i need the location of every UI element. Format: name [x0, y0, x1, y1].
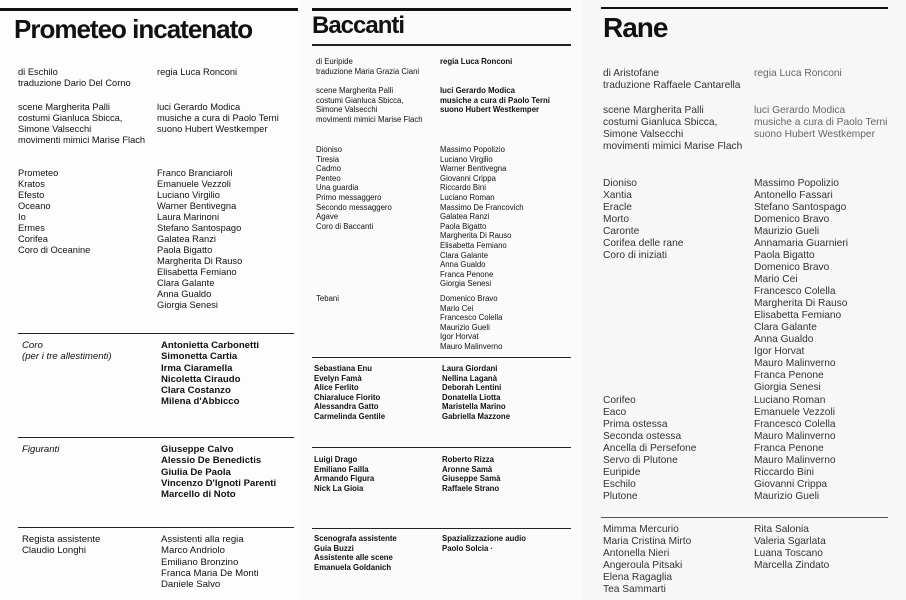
text-line: Ermes — [18, 223, 45, 233]
text-line: Caronte — [603, 226, 640, 237]
text-line: Elisabetta Femiano — [754, 310, 842, 321]
text-line: Stefano Santospago — [157, 223, 242, 233]
text-line: Plutone — [603, 491, 638, 502]
text-line: Warner Bentivegna — [157, 201, 237, 211]
text-line: Franca Penone — [754, 370, 824, 381]
coro-names — [161, 340, 259, 408]
prometeo-column — [0, 0, 298, 600]
text-line: Donatella Liotta — [442, 392, 501, 402]
title-rule — [0, 8, 298, 11]
text-line: Margherita Di Rauso — [157, 256, 243, 266]
text-line: di Aristofane — [603, 68, 660, 79]
text-line: suono Hubert Westkemper — [754, 129, 875, 140]
text-line: Roberto Rizza — [442, 455, 494, 464]
text-line: Maurizio Gueli — [754, 491, 820, 502]
text-line: Laura Marinoni — [157, 212, 220, 222]
text-line: Luciano Virgilio — [157, 190, 220, 200]
text-line: Maristella Marino — [442, 402, 506, 412]
text-line: Carmelinda Gentile — [314, 411, 386, 421]
text-line: Dioniso — [603, 178, 637, 189]
text-line: luci Gerardo Modica — [440, 86, 515, 95]
text-line: Warner Bentivegna — [440, 164, 507, 174]
text-line: Regista assistente — [22, 534, 101, 545]
text-line: Ancella di Persefone — [603, 443, 697, 454]
text-line: Igor Horvat — [440, 332, 479, 342]
text-line: Maurizio Gueli — [754, 226, 820, 237]
section-divider — [312, 357, 571, 358]
baccanti-column — [298, 0, 583, 600]
group2-left — [314, 455, 374, 493]
text-line: Sebastiana Enu — [314, 364, 373, 373]
text-line: Annamaria Guarnieri — [754, 238, 848, 249]
cast-roles — [316, 145, 392, 231]
text-line: Margherita Di Rauso — [440, 231, 512, 241]
text-line: Giorgia Senesi — [754, 382, 821, 393]
text-line: Emanuele Vezzoli — [754, 407, 835, 418]
text-line: Paolo Solcia · — [442, 543, 494, 553]
text-line: Antonella Nieri — [603, 548, 670, 559]
text-line: Franca Penone — [440, 269, 494, 279]
text-line: Mauro Malinverno — [754, 455, 836, 466]
text-line: Domenico Bravo — [754, 214, 830, 225]
text-line: Simone Valsecchi — [603, 129, 684, 140]
credits-left — [18, 67, 131, 89]
text-line: Giovanni Crippa — [754, 479, 828, 490]
section-divider — [312, 447, 571, 448]
text-line: Franca Penone — [754, 443, 824, 454]
text-line: Servo di Plutone — [603, 455, 678, 466]
text-line: Alessio De Benedictis — [161, 455, 262, 467]
text-line: Maria Cristina Mirto — [603, 536, 692, 547]
text-line: traduzione Dario Del Corno — [18, 78, 131, 88]
group2-right — [442, 455, 501, 493]
text-line: Eaco — [603, 407, 627, 418]
text-line: Simone Valsecchi — [18, 124, 92, 134]
text-line: Guia Buzzi — [314, 543, 354, 553]
text-line: Irma Ciaramella — [161, 362, 233, 374]
text-line: Una guardia — [316, 183, 359, 193]
text-line: Corifea delle rane — [603, 238, 684, 249]
text-line: Io — [18, 212, 26, 222]
text-line: Oceano — [18, 201, 51, 211]
credits-right — [157, 67, 237, 78]
text-line: Scenografa assistente — [314, 534, 397, 543]
crew-left — [316, 86, 423, 124]
crew-right — [440, 86, 550, 115]
figuranti-names — [161, 444, 276, 500]
text-line: scene Margherita Palli — [603, 105, 704, 116]
text-line: Laura Giordani — [442, 364, 498, 373]
text-line: Assistente alle scene — [314, 553, 393, 563]
text-line: di Euripide — [316, 57, 353, 66]
text-line: Mauro Malinverno — [754, 358, 836, 369]
regista-assistente — [22, 534, 100, 557]
text-line: Elisabetta Femiano — [157, 267, 237, 277]
text-line: Emanuela Goldanich — [314, 562, 392, 572]
assistenti-regia — [161, 534, 259, 590]
text-line: Anna Gualdo — [440, 260, 486, 270]
text-line: Raffaele Strano — [442, 483, 500, 493]
text-line: Tea Sammarti — [603, 584, 666, 595]
text-line: Deborah Lentini — [442, 383, 502, 393]
text-line: Prometeo — [18, 168, 59, 178]
text-line: Vincenzo D'Ignoti Parenti — [161, 477, 277, 489]
text-line: Simone Valsecchi — [316, 105, 378, 115]
cast-actors — [157, 168, 242, 311]
text-line: Anna Gualdo — [157, 289, 212, 299]
text-line: Luciano Roman — [440, 192, 495, 202]
cast-roles-1 — [603, 178, 683, 262]
tebani-names — [440, 294, 502, 352]
text-line: Agave — [316, 212, 339, 222]
text-line: Dioniso — [316, 145, 343, 154]
text-line: Angeroula Pitsaki — [603, 560, 683, 571]
text-line: regia Luca Ronconi — [440, 57, 513, 66]
text-line: Massimo Popolizio — [754, 178, 839, 189]
crew-right — [157, 102, 279, 135]
text-line: musiche a cura di Paolo Terni — [157, 113, 279, 123]
text-line: Valeria Sgarlata — [754, 536, 826, 547]
text-line: Alessandra Gatto — [314, 402, 379, 412]
text-line: scene Margherita Palli — [316, 86, 394, 95]
cast-actors — [440, 145, 524, 289]
section-divider — [601, 517, 888, 518]
text-line: Antonietta Carbonetti — [161, 340, 260, 351]
text-line: Efesto — [18, 190, 45, 200]
text-line: Giorgia Senesi — [157, 300, 218, 310]
text-line: Mauro Malinverno — [440, 341, 503, 351]
text-line: traduzione Maria Grazia Ciani — [316, 66, 420, 76]
text-line: Simonetta Cartia — [161, 351, 238, 363]
page-title: Baccanti — [312, 12, 405, 39]
staff-left — [314, 534, 397, 572]
text-line: Massimo De Francovich — [440, 202, 524, 212]
text-line: Margherita Di Rauso — [754, 298, 848, 309]
text-line: Galatea Ranzi — [440, 212, 490, 222]
page-title: Prometeo incatenato — [14, 14, 253, 44]
text-line: Elisabetta Femiano — [440, 240, 507, 250]
text-line: Coro — [22, 340, 43, 351]
text-line: (per i tre allestimenti) — [22, 351, 112, 363]
tebani-label: Tebani — [316, 294, 339, 303]
text-line: Daniele Salvo — [161, 579, 221, 591]
text-line: Marco Andriolo — [161, 545, 225, 557]
text-line: Luana Toscano — [754, 548, 823, 559]
text-line: regia Luca Ronconi — [754, 68, 842, 79]
text-line: Emiliano Bronzino — [161, 556, 239, 568]
staff-right — [442, 534, 526, 553]
text-line: Giorgia Senesi — [440, 279, 492, 289]
text-line: Luigi Drago — [314, 455, 358, 464]
text-line: Franca Maria De Monti — [161, 567, 259, 579]
rane-column — [583, 0, 906, 600]
credits-left — [603, 68, 740, 92]
text-line: Mario Cei — [754, 274, 798, 285]
section-divider — [18, 527, 294, 528]
text-line: suono Hubert Westkemper — [440, 105, 540, 115]
group1-right — [442, 364, 510, 422]
section-divider — [18, 333, 294, 334]
section-divider — [312, 528, 571, 529]
text-line: Anna Gualdo — [754, 334, 814, 345]
text-line: luci Gerardo Modica — [754, 105, 846, 116]
text-line: Armando Figura — [314, 474, 375, 484]
crew-right — [754, 105, 887, 141]
text-line: Xantia — [603, 190, 632, 201]
text-line: Coro di iniziati — [603, 250, 667, 261]
text-line: Marcella Zindato — [754, 560, 830, 571]
text-line: Rita Salonia — [754, 524, 809, 535]
text-line: Prima ostessa — [603, 419, 668, 430]
text-line: movimenti mimici Marise Flach — [603, 141, 743, 152]
text-line: Nicoletta Ciraudo — [161, 373, 241, 385]
text-line: musiche a cura di Paolo Terni — [754, 117, 888, 128]
text-line: Riccardo Bini — [440, 183, 486, 193]
text-line: Penteo — [316, 173, 341, 183]
text-line: Nick La Gioia — [314, 483, 364, 493]
text-line: Corifea — [18, 234, 48, 244]
text-line: Giovanni Crippa — [440, 173, 496, 183]
text-line: Claudio Longhi — [22, 545, 87, 557]
title-underline — [312, 44, 571, 46]
title-rule — [601, 7, 888, 9]
text-line: Paola Bigatto — [157, 245, 213, 255]
text-line: Evelyn Famà — [314, 373, 362, 383]
text-line: Corifeo — [603, 395, 636, 406]
text-line: Giuseppe Samà — [442, 474, 501, 484]
text-line: Milena d'Abbicco — [161, 396, 240, 408]
credits-right — [754, 68, 842, 80]
text-line: Luciano Virgilio — [440, 154, 493, 164]
credits-right — [440, 57, 512, 67]
text-line: Domenico Bravo — [440, 294, 498, 303]
text-line: costumi Gianluca Sbicca, — [18, 113, 123, 123]
text-line: Coro di Oceanine — [18, 245, 91, 255]
cast-actors-1 — [754, 178, 848, 394]
text-line: Massimo Popolizio — [440, 145, 505, 154]
text-line: Luciano Roman — [754, 395, 826, 406]
text-line: Emiliano Failla — [314, 464, 369, 474]
text-line: Aronne Samà — [442, 464, 493, 474]
text-line: Franco Branciaroli — [157, 168, 233, 178]
text-line: Giulia De Paola — [161, 466, 231, 478]
text-line: Francesco Colella — [754, 419, 836, 430]
cast-roles — [18, 168, 90, 256]
text-line: movimenti mimici Marise Flach — [316, 114, 423, 124]
text-line: Galatea Ranzi — [157, 234, 216, 244]
text-line: Euripide — [603, 467, 641, 478]
text-line: Stefano Santospago — [754, 202, 847, 213]
text-line: Secondo messaggero — [316, 202, 392, 212]
text-line: Nellina Laganà — [442, 373, 498, 383]
bottom-left — [603, 524, 691, 596]
text-line: Igor Horvat — [754, 346, 805, 357]
text-line: Kratos — [18, 179, 45, 189]
text-line: Primo messaggero — [316, 192, 382, 202]
text-line: Morto — [603, 214, 630, 225]
text-line: Francesco Colella — [440, 313, 503, 323]
section-divider — [18, 437, 294, 438]
text-line: Mario Cei — [440, 303, 474, 313]
text-line: costumi Gianluca Sbicca, — [316, 95, 404, 105]
text-line: Clara Galante — [157, 278, 215, 288]
text-line: Chiaraluce Fiorito — [314, 392, 381, 402]
text-line: Domenico Bravo — [754, 262, 830, 273]
text-line: Elena Ragaglia — [603, 572, 673, 583]
cast-actors-2 — [754, 395, 836, 503]
text-line: Emanuele Vezzoli — [157, 179, 231, 189]
figuranti-label: Figuranti — [22, 444, 60, 455]
bottom-right — [754, 524, 829, 572]
text-line: Paola Bigatto — [440, 221, 487, 231]
text-line: Alice Ferlito — [314, 383, 359, 393]
text-line: luci Gerardo Modica — [157, 102, 241, 112]
text-line: suono Hubert Westkemper — [157, 124, 268, 134]
title-rule — [312, 8, 571, 11]
cast-roles-2 — [603, 395, 696, 503]
text-line: Coro di Baccanti — [316, 221, 374, 231]
text-line: scene Margherita Palli — [18, 102, 110, 112]
page-title: Rane — [603, 12, 668, 43]
text-line: traduzione Raffaele Cantarella — [603, 80, 741, 91]
text-line: Paola Bigatto — [754, 250, 815, 261]
text-line: Maurizio Gueli — [440, 322, 490, 332]
text-line: Spazializzazione audio — [442, 534, 527, 543]
text-line: Assistenti alla regia — [161, 534, 244, 545]
text-line: Marcello di Noto — [161, 489, 236, 501]
text-line: Tiresia — [316, 154, 340, 164]
text-line: di Eschilo — [18, 67, 58, 77]
text-line: Giuseppe Calvo — [161, 444, 234, 455]
text-line: costumi Gianluca Sbicca, — [603, 117, 718, 128]
text-line: Seconda ostessa — [603, 431, 682, 442]
text-line: Cadmo — [316, 164, 342, 174]
text-line: Francesco Colella — [754, 286, 836, 297]
text-line: Clara Galante — [754, 322, 817, 333]
text-line: Antonello Fassari — [754, 190, 833, 201]
crew-left — [18, 102, 145, 146]
text-line: Eschilo — [603, 479, 636, 490]
text-line: Mauro Malinverno — [754, 431, 836, 442]
credits-left — [316, 57, 419, 76]
text-line: Gabriella Mazzone — [442, 411, 511, 421]
text-line: musiche a cura di Paolo Terni — [440, 95, 550, 105]
group1-left — [314, 364, 385, 422]
text-line: movimenti mimici Marise Flach — [18, 135, 146, 145]
text-line: Eracle — [603, 202, 632, 213]
text-line: Clara Costanzo — [161, 385, 231, 397]
text-line: regia Luca Ronconi — [157, 67, 238, 77]
crew-left — [603, 105, 742, 153]
text-line: Riccardo Bini — [754, 467, 815, 478]
coro-label — [22, 340, 112, 363]
text-line: Clara Galante — [440, 250, 489, 260]
text-line: Mimma Mercurio — [603, 524, 679, 535]
